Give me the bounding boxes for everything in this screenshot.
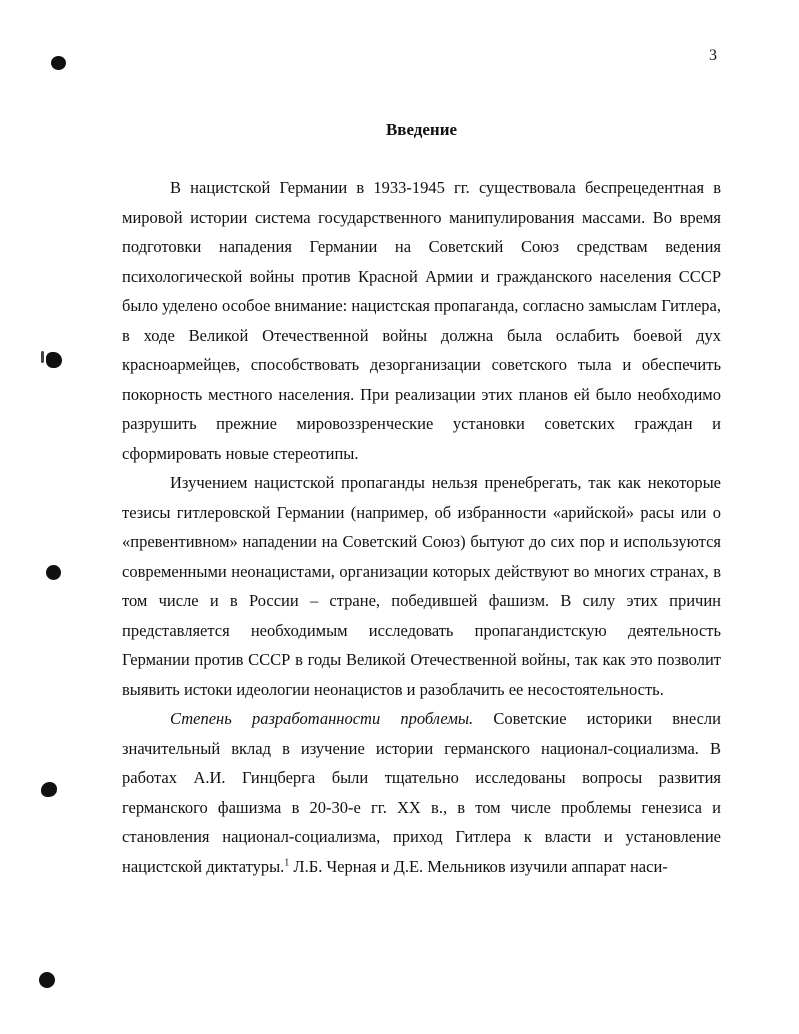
punch-hole-mark (41, 782, 57, 797)
punch-hole-mark (46, 565, 61, 580)
footnote-mark: 1 (284, 857, 290, 868)
paragraph-3 (122, 704, 721, 881)
paragraph-2 (122, 468, 721, 704)
paragraph-1 (122, 173, 721, 468)
scan-speck (41, 351, 44, 363)
paragraph-text-continued: Л.Б. Черная и Д.Е. Мельников изучили аппарат наси- (289, 856, 668, 876)
punch-hole-mark (51, 56, 66, 70)
paragraph-text: В нацистской Германии в 1933-1945 гг. существовала беспрецедентная в мировой истории система государственного манипулирования массами. Во время подготовки нападения Германии на Советский Союз средствам ведения психологической войны против Красной Армии и гражданского населения СССР было уделено особое внимание: нацистская пропаганда, согласно замыслам Гитлера, в ходе Великой Отечественной войны должна была ослабить боевой дух красноармейцев, способствовать дезорганизации советского тыла и обеспечить покорность местного населения. При реализации этих планов ей было необходимо разрушить прежние мировоззренческие установки советских граждан и сформировать новые стереотипы. (122, 178, 721, 463)
page-number: 3 (709, 47, 717, 64)
paragraph-lead: Степень разработанности проблемы. (170, 709, 474, 728)
paragraph-text: Советские историки внесли значительный вклад в изучение истории германского национал-социализма. В работах А.И. Гинцберга были тщательно исследованы вопросы развития германского фашизма в 20-30-е гг. XX в., в том числе проблемы генезиса и становления национал-социализма, приход Гитлера к власти и установление нацистской диктатуры. (122, 709, 721, 876)
punch-hole-mark (39, 972, 55, 988)
punch-hole-mark (46, 352, 62, 368)
section-heading: Введение (385, 120, 458, 139)
body-text (122, 173, 721, 881)
paragraph-text: Изучением нацистской пропаганды нельзя пренебрегать, так как некоторые тезисы гитлеровской Германии (например, об избранности «арийской» расы или о «превентивном» нападении на Советский Союз) бытуют до сих пор и используются современными неонацистами, организации которых действуют во многих странах, в том числе и в России – стране, победившей фашизм. В силу этих причин представляется необходимым исследовать пропагандистскую деятельность Германии против СССР в годы Великой Отечественной войны, так как это позволит выявить истоки идеологии неонацистов и разоблачить ее несостоятельность. (122, 473, 721, 699)
